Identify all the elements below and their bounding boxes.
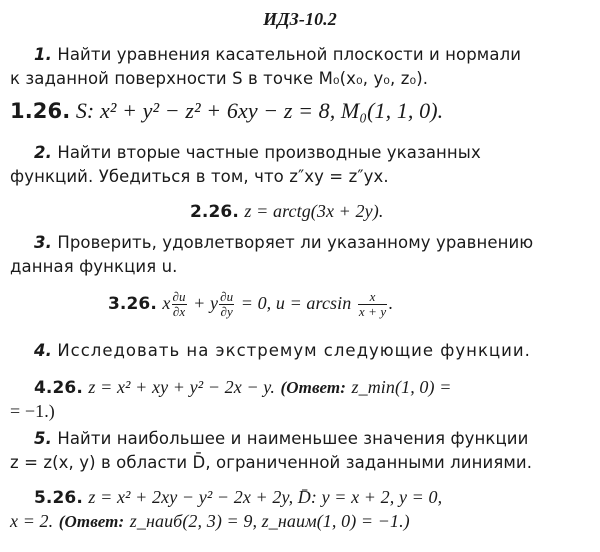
task-4-line-1 [34,340,531,362]
problem-3-x: x [162,293,171,313]
page-title: ИДЗ-10.2 [263,9,337,29]
task-5-text-1: Найти наибольшее и наименьшее значения функции [57,429,529,448]
problem-4-answer-label: (Ответ: [280,378,346,397]
frac-du-dx-den: ∂x [172,304,186,319]
problem-1 [10,100,443,124]
problem-1-formula: S: x² + y² − z² + 6xy − z = 8, M₀(1, 1, 0). [75,98,444,123]
frac-du-dy-den: ∂y [220,304,233,319]
problem-5-answer: z_наиб(2, 3) = 9, z_наим(1, 0) = −1.) [129,511,410,531]
task-1-text-1: Найти уравнения касательной плоскости и нормали [57,45,522,64]
frac-x-den: x + y [358,304,387,319]
problem-3-plus-y: + y [193,293,219,313]
problem-5-formula-1: z = x² + 2xy − y² − 2x + 2y, D̄: y = x + 2, y = 0, [88,487,443,507]
problem-3-eq: = 0, u = arcsin [240,293,352,313]
frac-x-num: x [358,290,387,305]
task-1-line-1 [34,44,521,66]
problem-4-formula: z = x² + xy + y² − 2x − y. [88,377,275,397]
problem-5-line-2 [10,510,410,533]
problem-5-formula-2: x = 2. [10,511,54,531]
problem-4-number: 4.26. [34,378,83,398]
task-5-number: 5. [34,429,52,448]
frac-du-dx-num: ∂u [172,289,186,304]
task-5-line-2: z = z(x, y) в области D̄, ограниченной заданными линиями. [10,453,533,472]
task-5-line-1 [34,428,528,450]
task-4-number: 4. [34,341,52,360]
problem-3-number: 3.26. [108,294,157,314]
problem-3-frac-du-dx [172,290,187,319]
task-3-number: 3. [34,233,52,252]
frac-du-dy-num: ∂u [220,289,234,304]
problem-4-answer-1: z_min(1, 0) = [351,377,452,397]
task-1-line-2: к заданной поверхности S в точке M₀(x₀, y₀, z₀). [10,69,429,88]
task-3-text-1: Проверить, удовлетворяет ли указанному уравнению [57,233,534,252]
task-2-number: 2. [34,143,52,162]
problem-4-answer-2: = −1.) [10,401,55,421]
problem-2-number: 2.26. [190,202,239,222]
problem-3 [108,288,393,319]
task-3-line-2: данная функция u. [10,257,178,276]
task-4-text: Исследовать на экстремум следующие функции. [57,341,531,360]
problem-4-line-1 [34,376,451,399]
problem-2 [190,200,383,223]
task-2-line-2: функций. Убедиться в том, что z″xy = z″yx. [10,167,389,186]
problem-2-formula: z = arctg(3x + 2y). [244,201,384,221]
problem-5-line-1 [34,486,442,509]
problem-5-answer-label: (Ответ: [58,512,125,531]
problem-3-frac-du-dy [219,290,234,319]
task-2-text-1: Найти вторые частные производные указанных [57,143,481,162]
problem-1-number: 1.26. [10,99,71,123]
problem-5-number: 5.26. [34,488,83,508]
task-2-line-1 [34,142,481,164]
task-3-line-1 [34,232,533,254]
problem-3-frac-x [358,290,387,319]
problem-3-end: . [388,293,393,313]
task-1-number: 1. [34,45,52,64]
